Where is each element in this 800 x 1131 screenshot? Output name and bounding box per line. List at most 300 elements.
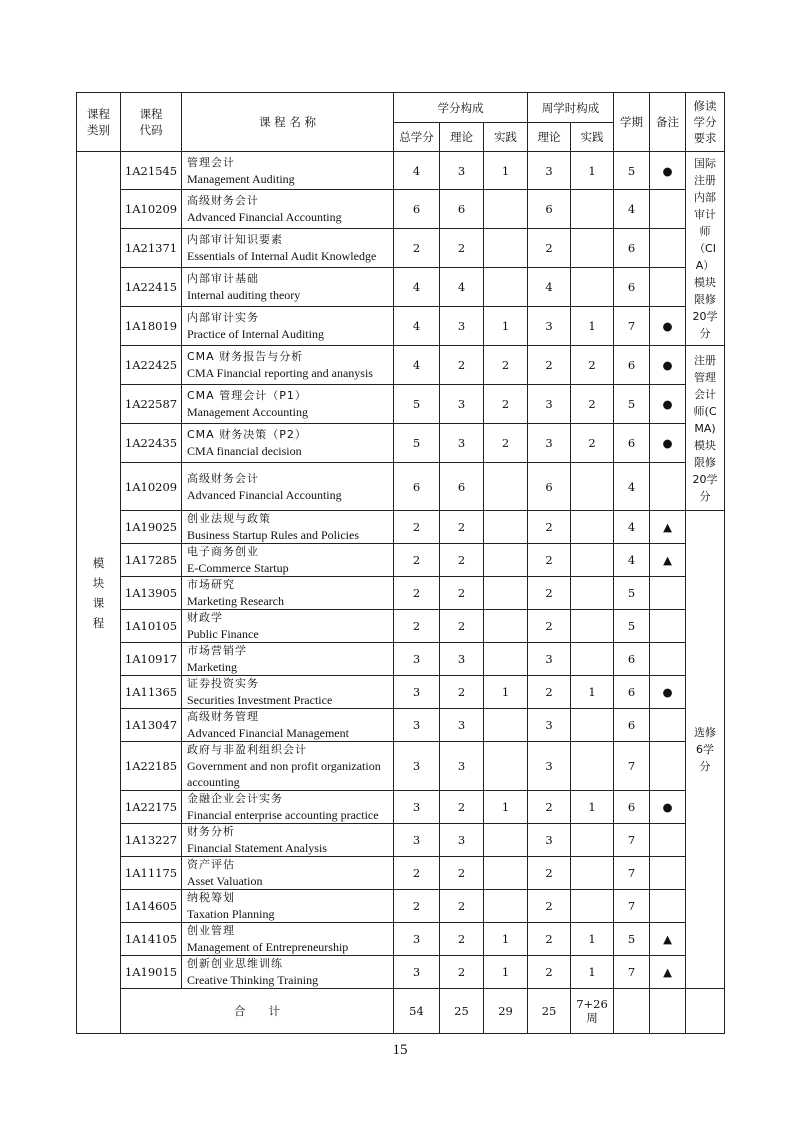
semester: 7 <box>614 890 650 923</box>
weekly-practice-hours: 2 <box>571 424 614 463</box>
weekly-practice-hours <box>571 643 614 676</box>
semester: 7 <box>614 742 650 791</box>
total-credit: 2 <box>394 229 440 268</box>
totals-row <box>77 989 725 1034</box>
practice-credit <box>484 544 528 577</box>
weekly-theory-hours: 2 <box>528 676 571 709</box>
course-name-cn: 内部审计基础 <box>187 272 259 285</box>
course-name-cn: 证券投资实务 <box>187 677 259 690</box>
course-row <box>77 385 725 424</box>
remark-mark: ● <box>650 152 686 190</box>
course-row <box>77 742 725 791</box>
semester: 6 <box>614 791 650 824</box>
course-name-en: Creative Thinking Training <box>187 973 319 987</box>
course-name <box>182 346 394 385</box>
remark-mark <box>650 610 686 643</box>
category-cell <box>77 152 121 1034</box>
weekly-practice-hours <box>571 511 614 544</box>
course-name <box>182 791 394 824</box>
category-label: 模块课程 <box>92 555 105 630</box>
header-remark: 备注 <box>650 93 686 152</box>
practice-credit: 1 <box>484 152 528 190</box>
total-credit: 3 <box>394 923 440 956</box>
semester: 6 <box>614 676 650 709</box>
remark-mark <box>650 268 686 307</box>
total-credit: 5 <box>394 385 440 424</box>
course-name <box>182 742 394 791</box>
course-code: 1A21545 <box>121 152 182 190</box>
remark-mark: ● <box>650 346 686 385</box>
requirement-cma <box>686 346 725 511</box>
course-name-cn: 市场研究 <box>187 578 235 591</box>
course-name <box>182 511 394 544</box>
course-name-en: Business Startup Rules and Policies <box>187 528 359 542</box>
theory-credit: 6 <box>440 190 484 229</box>
course-name-cn: 金融企业会计实务 <box>187 792 283 805</box>
remark-mark <box>650 742 686 791</box>
course-name <box>182 923 394 956</box>
remark-mark <box>650 824 686 857</box>
totals-remark <box>650 989 686 1034</box>
semester: 7 <box>614 824 650 857</box>
weekly-practice-hours <box>571 190 614 229</box>
totals-weekly-theory: 25 <box>528 989 571 1034</box>
weekly-theory-hours: 2 <box>528 857 571 890</box>
weekly-theory-hours: 2 <box>528 229 571 268</box>
course-code: 1A13227 <box>121 824 182 857</box>
practice-credit <box>484 229 528 268</box>
weekly-practice-hours: 1 <box>571 791 614 824</box>
course-name <box>182 643 394 676</box>
practice-credit: 1 <box>484 923 528 956</box>
course-code: 1A22587 <box>121 385 182 424</box>
total-credit: 3 <box>394 956 440 989</box>
header-requirement: 修读学分要求 <box>686 93 725 152</box>
totals-practice: 29 <box>484 989 528 1034</box>
course-name-cn: 资产评估 <box>187 858 235 871</box>
course-code: 1A11175 <box>121 857 182 890</box>
course-code: 1A13905 <box>121 577 182 610</box>
total-credit: 3 <box>394 824 440 857</box>
course-code: 1A10209 <box>121 190 182 229</box>
course-code: 1A13047 <box>121 709 182 742</box>
header-category: 课程类别 <box>77 93 121 152</box>
weekly-practice-hours: 1 <box>571 676 614 709</box>
totals-weekly-practice: 7+26周 <box>571 989 614 1034</box>
course-name-en: Asset Valuation <box>187 874 263 888</box>
weekly-practice-hours <box>571 544 614 577</box>
course-name-cn: 高级财务管理 <box>187 710 259 723</box>
course-name-cn: CMA 财务报告与分析 <box>187 350 304 363</box>
course-row <box>77 824 725 857</box>
theory-credit: 4 <box>440 268 484 307</box>
totals-semester <box>614 989 650 1034</box>
total-credit: 3 <box>394 676 440 709</box>
total-credit: 3 <box>394 742 440 791</box>
weekly-practice-hours <box>571 824 614 857</box>
course-name-en: Financial Statement Analysis <box>187 841 327 855</box>
weekly-theory-hours: 6 <box>528 463 571 511</box>
total-credit: 2 <box>394 577 440 610</box>
semester: 7 <box>614 307 650 346</box>
course-name-en: Management Auditing <box>187 171 295 186</box>
header-theory: 理论 <box>440 123 484 152</box>
course-name <box>182 709 394 742</box>
weekly-theory-hours: 2 <box>528 923 571 956</box>
theory-credit: 3 <box>440 152 484 190</box>
weekly-theory-hours: 2 <box>528 791 571 824</box>
course-code: 1A14105 <box>121 923 182 956</box>
total-credit: 6 <box>394 463 440 511</box>
semester: 4 <box>614 190 650 229</box>
course-row <box>77 610 725 643</box>
practice-credit: 1 <box>484 307 528 346</box>
course-row <box>77 307 725 346</box>
total-credit: 2 <box>394 890 440 923</box>
course-code: 1A14605 <box>121 890 182 923</box>
total-credit: 4 <box>394 307 440 346</box>
weekly-practice-hours: 2 <box>571 346 614 385</box>
weekly-practice-hours: 1 <box>571 923 614 956</box>
course-code: 1A10209 <box>121 463 182 511</box>
remark-mark: ● <box>650 676 686 709</box>
total-credit: 4 <box>394 152 440 190</box>
semester: 7 <box>614 956 650 989</box>
course-name-en: Government and non profit organization accounting <box>187 759 381 789</box>
total-credit: 3 <box>394 643 440 676</box>
theory-credit: 3 <box>440 643 484 676</box>
header-weekly-theory: 理论 <box>528 123 571 152</box>
course-row <box>77 709 725 742</box>
header-weekly-group: 周学时构成 <box>528 93 614 123</box>
course-name <box>182 610 394 643</box>
practice-credit <box>484 190 528 229</box>
remark-mark <box>650 709 686 742</box>
semester: 6 <box>614 709 650 742</box>
theory-credit: 2 <box>440 676 484 709</box>
weekly-theory-hours: 3 <box>528 709 571 742</box>
total-credit: 3 <box>394 709 440 742</box>
course-name-en: Essentials of Internal Audit Knowledge <box>187 249 377 263</box>
header-practice: 实践 <box>484 123 528 152</box>
semester: 4 <box>614 544 650 577</box>
weekly-theory-hours: 3 <box>528 643 571 676</box>
weekly-theory-hours: 4 <box>528 268 571 307</box>
course-name <box>182 676 394 709</box>
weekly-practice-hours: 1 <box>571 956 614 989</box>
course-name-en: Securities Investment Practice <box>187 693 333 707</box>
total-credit: 2 <box>394 544 440 577</box>
remark-mark: ● <box>650 385 686 424</box>
practice-credit <box>484 610 528 643</box>
course-row <box>77 857 725 890</box>
header-weekly-practice: 实践 <box>571 123 614 152</box>
requirement-text: 选修6学分 <box>694 726 717 773</box>
weekly-practice-hours <box>571 857 614 890</box>
requirement-elective <box>686 511 725 989</box>
weekly-practice-hours <box>571 610 614 643</box>
theory-credit: 2 <box>440 791 484 824</box>
course-code: 1A19015 <box>121 956 182 989</box>
header-credit-group: 学分构成 <box>394 93 528 123</box>
requirement-text: 注册管理会计师(CMA)模块限修20学分 <box>692 353 718 503</box>
theory-credit: 6 <box>440 463 484 511</box>
theory-credit: 2 <box>440 610 484 643</box>
course-name-en: Advanced Financial Accounting <box>187 487 342 502</box>
course-name-cn: 高级财务会计 <box>187 471 259 485</box>
semester: 6 <box>614 229 650 268</box>
course-name-cn: 财政学 <box>187 611 223 624</box>
course-row <box>77 424 725 463</box>
weekly-practice-hours: 1 <box>571 307 614 346</box>
theory-credit: 2 <box>440 346 484 385</box>
course-row <box>77 190 725 229</box>
course-code: 1A10105 <box>121 610 182 643</box>
remark-mark <box>650 890 686 923</box>
course-code: 1A22415 <box>121 268 182 307</box>
remark-mark: ▲ <box>650 511 686 544</box>
theory-credit: 3 <box>440 385 484 424</box>
totals-requirement <box>686 989 725 1034</box>
remark-mark: ● <box>650 307 686 346</box>
practice-credit <box>484 511 528 544</box>
remark-mark: ● <box>650 791 686 824</box>
total-credit: 5 <box>394 424 440 463</box>
course-name <box>182 956 394 989</box>
course-code: 1A17285 <box>121 544 182 577</box>
course-name-en: Marketing <box>187 660 237 674</box>
theory-credit: 3 <box>440 742 484 791</box>
course-name <box>182 190 394 229</box>
theory-credit: 2 <box>440 923 484 956</box>
course-code: 1A10917 <box>121 643 182 676</box>
weekly-theory-hours: 3 <box>528 307 571 346</box>
practice-credit <box>484 824 528 857</box>
course-row <box>77 577 725 610</box>
semester: 6 <box>614 346 650 385</box>
weekly-theory-hours: 6 <box>528 190 571 229</box>
course-name-cn: 创业管理 <box>187 924 235 937</box>
semester: 4 <box>614 463 650 511</box>
course-name <box>182 152 394 190</box>
course-row <box>77 268 725 307</box>
course-name-en: Practice of Internal Auditing <box>187 327 324 341</box>
course-name-en: Financial enterprise accounting practice <box>187 808 379 822</box>
semester: 4 <box>614 511 650 544</box>
course-row <box>77 511 725 544</box>
weekly-theory-hours: 3 <box>528 385 571 424</box>
weekly-theory-hours: 2 <box>528 610 571 643</box>
course-row <box>77 346 725 385</box>
total-credit: 6 <box>394 190 440 229</box>
total-credit: 2 <box>394 511 440 544</box>
course-name-en: Management of Entrepreneurship <box>187 940 349 954</box>
course-row <box>77 676 725 709</box>
practice-credit <box>484 463 528 511</box>
course-name-cn: 市场营销学 <box>187 644 247 657</box>
total-credit: 2 <box>394 610 440 643</box>
course-code: 1A18019 <box>121 307 182 346</box>
requirement-text: 国际注册内部审计师（CIA）模块限修20学分 <box>692 157 718 340</box>
course-name-en: Advanced Financial Accounting <box>187 210 342 224</box>
theory-credit: 2 <box>440 544 484 577</box>
course-name-en: CMA financial decision <box>187 444 302 458</box>
course-name-cn: 管理会计 <box>187 155 235 169</box>
practice-credit <box>484 643 528 676</box>
remark-mark <box>650 577 686 610</box>
page-number: 15 <box>392 1042 408 1058</box>
semester: 5 <box>614 923 650 956</box>
course-code: 1A22185 <box>121 742 182 791</box>
practice-credit: 2 <box>484 346 528 385</box>
course-code: 1A19025 <box>121 511 182 544</box>
requirement-cia <box>686 152 725 346</box>
course-name <box>182 890 394 923</box>
weekly-practice-hours: 1 <box>571 152 614 190</box>
semester: 6 <box>614 424 650 463</box>
remark-mark: ▲ <box>650 544 686 577</box>
course-name-en: Public Finance <box>187 627 259 641</box>
remark-mark <box>650 857 686 890</box>
practice-credit <box>484 742 528 791</box>
weekly-theory-hours: 3 <box>528 824 571 857</box>
header-total-credit: 总学分 <box>394 123 440 152</box>
remark-mark <box>650 190 686 229</box>
course-name <box>182 824 394 857</box>
theory-credit: 3 <box>440 307 484 346</box>
theory-credit: 2 <box>440 577 484 610</box>
course-name-en: Taxation Planning <box>187 907 275 921</box>
theory-credit: 3 <box>440 424 484 463</box>
remark-mark <box>650 229 686 268</box>
course-name-cn: 高级财务会计 <box>187 194 259 207</box>
weekly-practice-hours <box>571 463 614 511</box>
weekly-practice-hours <box>571 268 614 307</box>
course-name-cn: 纳税筹划 <box>187 891 235 904</box>
course-name <box>182 544 394 577</box>
course-code: 1A22425 <box>121 346 182 385</box>
course-name-en: Advanced Financial Management <box>187 726 349 740</box>
practice-credit <box>484 268 528 307</box>
course-name-en: Marketing Research <box>187 594 284 608</box>
header-code: 课程代码 <box>121 93 182 152</box>
weekly-theory-hours: 2 <box>528 511 571 544</box>
course-name <box>182 463 394 511</box>
theory-credit: 2 <box>440 956 484 989</box>
course-row <box>77 956 725 989</box>
course-plan-table <box>76 92 725 1034</box>
remark-mark <box>650 463 686 511</box>
totals-label: 合 计 <box>121 989 394 1034</box>
course-name <box>182 577 394 610</box>
weekly-theory-hours: 2 <box>528 544 571 577</box>
weekly-theory-hours: 2 <box>528 956 571 989</box>
theory-credit: 2 <box>440 511 484 544</box>
weekly-theory-hours: 2 <box>528 890 571 923</box>
weekly-theory-hours: 3 <box>528 152 571 190</box>
practice-credit <box>484 577 528 610</box>
weekly-practice-hours <box>571 742 614 791</box>
course-name-cn: 内部审计知识要素 <box>187 233 283 246</box>
practice-credit: 2 <box>484 424 528 463</box>
practice-credit: 1 <box>484 956 528 989</box>
remark-mark <box>650 643 686 676</box>
course-name <box>182 307 394 346</box>
remark-mark: ▲ <box>650 956 686 989</box>
course-name-cn: CMA 管理会计（P1） <box>187 389 307 402</box>
course-name-cn: 创业法规与政策 <box>187 512 271 525</box>
total-credit: 2 <box>394 857 440 890</box>
course-code: 1A22435 <box>121 424 182 463</box>
course-code: 1A22175 <box>121 791 182 824</box>
total-credit: 4 <box>394 268 440 307</box>
course-name-cn: 财务分析 <box>187 825 235 838</box>
practice-credit <box>484 857 528 890</box>
semester: 5 <box>614 610 650 643</box>
practice-credit <box>484 890 528 923</box>
practice-credit: 2 <box>484 385 528 424</box>
semester: 7 <box>614 857 650 890</box>
remark-mark: ● <box>650 424 686 463</box>
course-row <box>77 643 725 676</box>
weekly-theory-hours: 3 <box>528 424 571 463</box>
totals-total-credit: 54 <box>394 989 440 1034</box>
semester: 5 <box>614 152 650 190</box>
course-row <box>77 544 725 577</box>
total-credit: 4 <box>394 346 440 385</box>
course-row <box>77 890 725 923</box>
course-name-en: Internal auditing theory <box>187 288 301 302</box>
weekly-practice-hours <box>571 709 614 742</box>
course-name-en: CMA Financial reporting and ananysis <box>187 366 373 380</box>
header-semester: 学期 <box>614 93 650 152</box>
weekly-practice-hours <box>571 229 614 268</box>
theory-credit: 3 <box>440 709 484 742</box>
course-name-cn: 电子商务创业 <box>187 545 259 558</box>
course-name <box>182 385 394 424</box>
semester: 6 <box>614 643 650 676</box>
semester: 5 <box>614 577 650 610</box>
practice-credit <box>484 709 528 742</box>
theory-credit: 2 <box>440 857 484 890</box>
weekly-theory-hours: 2 <box>528 577 571 610</box>
course-code: 1A21371 <box>121 229 182 268</box>
remark-mark: ▲ <box>650 923 686 956</box>
weekly-practice-hours <box>571 577 614 610</box>
course-name-cn: 内部审计实务 <box>187 311 259 324</box>
course-name-cn: 政府与非盈利组织会计 <box>187 743 307 756</box>
weekly-theory-hours: 2 <box>528 346 571 385</box>
course-name-en: E-Commerce Startup <box>187 561 289 575</box>
course-name <box>182 229 394 268</box>
course-name-cn: 创新创业思维训练 <box>187 957 283 970</box>
course-name-en: Management Accounting <box>187 405 308 419</box>
weekly-practice-hours: 2 <box>571 385 614 424</box>
course-name <box>182 268 394 307</box>
weekly-practice-hours <box>571 890 614 923</box>
theory-credit: 2 <box>440 890 484 923</box>
course-row <box>77 463 725 511</box>
course-row <box>77 923 725 956</box>
semester: 5 <box>614 385 650 424</box>
theory-credit: 2 <box>440 229 484 268</box>
course-row <box>77 152 725 190</box>
course-code: 1A11365 <box>121 676 182 709</box>
header-course-name: 课 程 名 称 <box>182 93 394 152</box>
course-name <box>182 424 394 463</box>
practice-credit: 1 <box>484 791 528 824</box>
semester: 6 <box>614 268 650 307</box>
